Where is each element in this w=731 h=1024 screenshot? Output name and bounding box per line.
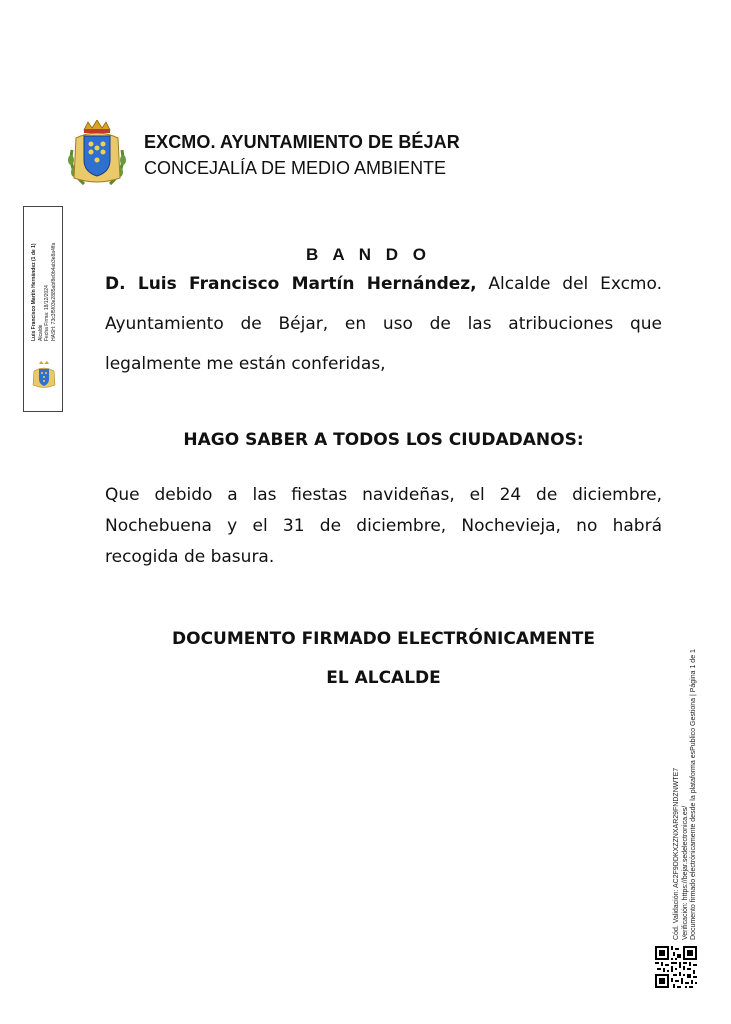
intro-text: Alcalde del Excmo. Ayuntamiento de Béjar, en uso de las atribuciones que legalmente me están conferidas, bbox=[105, 274, 662, 374]
qr-code-icon bbox=[655, 946, 697, 988]
signature-stamp bbox=[23, 206, 63, 412]
signer-title: EL ALCALDE bbox=[326, 668, 441, 688]
department-name: CONCEJALÍA DE MEDIO AMBIENTE bbox=[144, 158, 447, 178]
intro-paragraph bbox=[105, 264, 662, 384]
mayor-name: D. Luis Francisco Martín Hernández, bbox=[105, 274, 477, 294]
organization-name: EXCMO. AYUNTAMIENTO DE BÉJAR bbox=[144, 132, 460, 152]
stamp-coat-of-arms-icon bbox=[29, 361, 59, 391]
signed-notice: DOCUMENTO FIRMADO ELECTRÓNICAMENTE bbox=[172, 629, 595, 649]
announcement-body: Que debido a las fiestas navideñas, el 24 de diciembre, Nochebuena y el 31 de diciembre, Nochevieja, no habrá recogida de basura. bbox=[105, 485, 662, 567]
signer-name: Luis Francisco Martín Hernández (1 de 1) bbox=[31, 243, 37, 341]
signer-role: Alcalde bbox=[37, 324, 44, 341]
platform-note: Documento firmado electrónicamente desde la plataforma esPublico Gestiona | Página 1 de 1 bbox=[690, 649, 697, 940]
signature-date: Fecha Firma: 18/12/2024 bbox=[44, 285, 50, 341]
signature-hash: HASH: 73c3f5f03e2885abf8e0b4ab3e8a4ffa bbox=[50, 242, 57, 341]
verification-url: Verificación: https://bejar.sedelectronica.es/ bbox=[681, 805, 689, 940]
document-title: B A N D O bbox=[306, 245, 431, 264]
validation-info bbox=[673, 649, 699, 940]
announcement-heading: HAGO SABER A TODOS LOS CIUDADANOS: bbox=[183, 430, 584, 450]
validation-code: Cód. Validación: AC2F9DDKXZZNXAR29FNDZNWTE7 bbox=[673, 767, 680, 940]
coat-of-arms-logo bbox=[62, 120, 132, 190]
